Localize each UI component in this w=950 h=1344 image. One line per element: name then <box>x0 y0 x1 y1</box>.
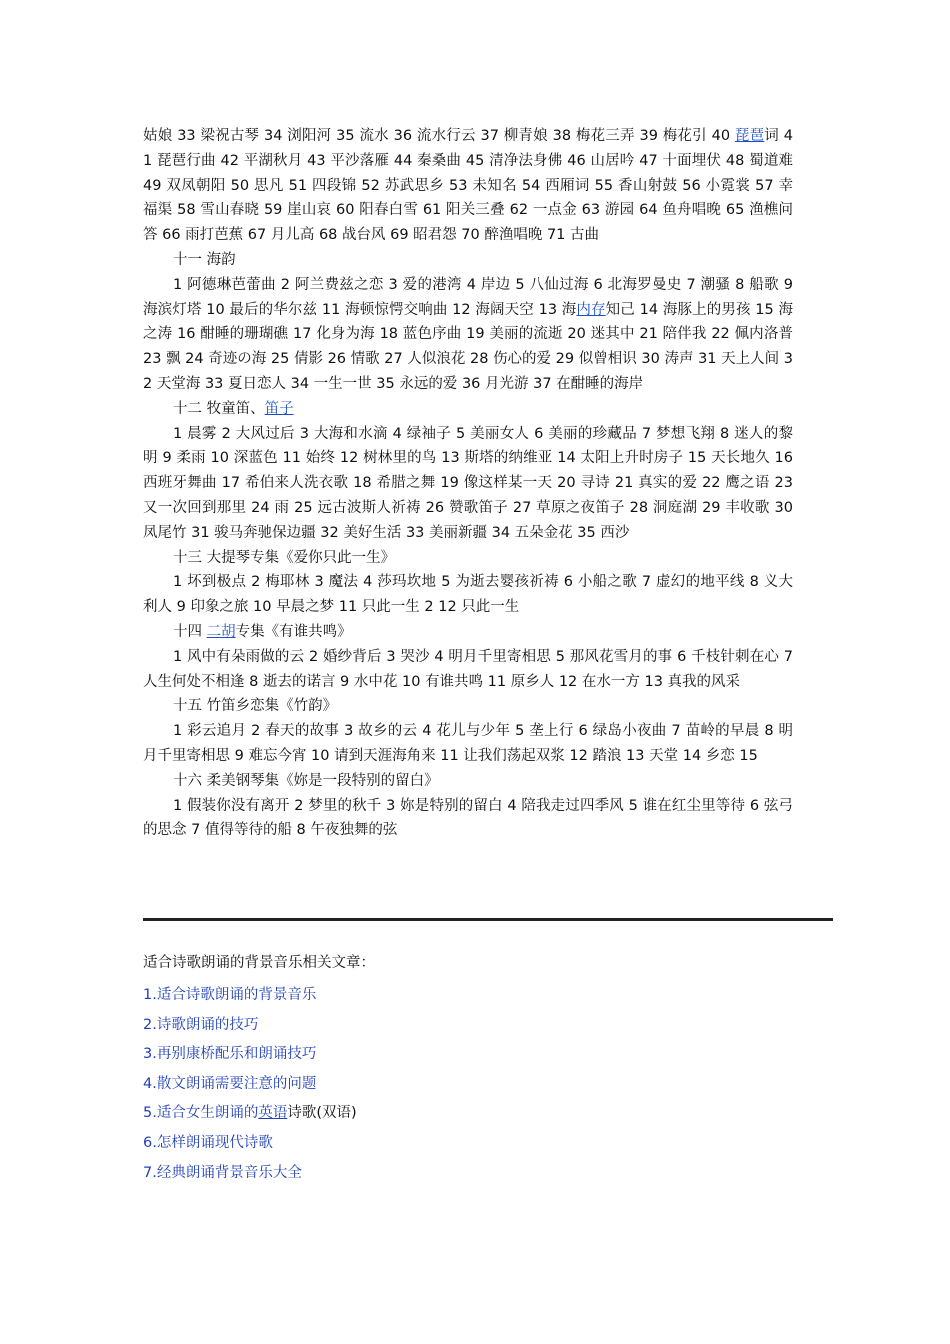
paragraph-section-10-continued <box>143 124 793 248</box>
related-articles <box>143 953 823 1192</box>
related-article-link[interactable] <box>143 1103 823 1123</box>
erhu-link[interactable]: 二胡 <box>206 623 236 640</box>
paragraph-text: 1 阿德琳芭蕾曲 2 阿兰费兹之恋 3 爱的港湾 4 岸边 5 八仙过海 6 北海罗曼史 7 潮骚 8 船歌 9 海滨灯塔 10 最后的华尔兹 11 海顿惊愕交响曲 12 海阔天空 13 海 <box>143 276 793 318</box>
section-heading-15: 十五 竹笛乡恋集《竹韵》 <box>173 698 338 715</box>
english-link[interactable]: 英语 <box>258 1105 288 1122</box>
horizontal-divider <box>143 918 833 921</box>
pipa-link[interactable]: 琵琶 <box>734 128 765 144</box>
section-heading-13: 十三 大提琴专集《爱你只此一生》 <box>173 549 396 566</box>
section-heading-16: 十六 柔美钢琴集《妳是一段特别的留白》 <box>173 772 439 789</box>
section-heading-11: 十一 海韵 <box>173 251 236 268</box>
related-articles-title: 适合诗歌朗诵的背景音乐相关文章： <box>143 955 375 971</box>
section-heading-12 <box>143 397 793 422</box>
dizi-link[interactable]: 笛子 <box>264 400 294 417</box>
paragraph-section-16: 1 假装你没有离开 2 梦里的秋千 3 妳是特别的留白 4 陪我走过四季风 5 谁在红尘里等待 6 弦弓的思念 7 值得等待的船 8 午夜独舞的弦 <box>143 797 793 839</box>
paragraph-text: 知己 14 海豚上的男孩 15 海之涛 16 酣睡的珊瑚礁 17 化身为海 18 蓝色序曲 19 美丽的流逝 20 迷其中 21 陪伴我 22 佩内洛普 23 飘 24 奇迹の海 25 倩影 26 情歌 27 人似浪花 28 伤心的爱 29 似曾相识 30 涛声 31 天上人间 32 天堂海 33 夏日恋人 34 一生一世 35 永远的爱 36 月光游 37 在酣睡的海岸 <box>143 301 793 392</box>
heading-text: 十二 牧童笛、 <box>173 400 265 417</box>
paragraph-text: 词 41 琵琶行曲 42 平湖秋月 43 平沙落雁 44 秦桑曲 45 清净法身佛 46 山居吟 47 十面埋伏 48 蜀道难 49 双凤朝阳 50 思凡 51 四段锦 52 苏武思乡 53 未知名 54 西厢词 55 香山射鼓 56 小霓裳 57 幸福渠 58 雪山春晓 59 崖山哀 60 阳春白雪 61 阳关三叠 62 一点金 63 游园 64 鱼舟唱晚 65 渔樵问答 66 雨打芭蕉 67 月儿高 68 战台风 69 昭君怨 70 醉渔唱晚 71 古曲 <box>143 128 794 244</box>
related-article-link[interactable]: 6.怎样朗诵现代诗歌 <box>143 1134 273 1151</box>
paragraph-section-15: 1 彩云追月 2 春天的故事 3 故乡的云 4 花儿与少年 5 垄上行 6 绿岛小夜曲 7 苗岭的早晨 8 明月千里寄相思 9 难忘今宵 10 请到天涯海角来 11 让我们荡起双浆 12 踏浪 13 天堂 14 乡恋 15 <box>143 723 793 764</box>
paragraph-section-11 <box>143 273 793 397</box>
article-body <box>143 124 793 843</box>
memory-link[interactable]: 内存 <box>576 301 606 318</box>
paragraph-section-12: 1 晨雾 2 大风过后 3 大海和水滴 4 绿袖子 5 美丽女人 6 美丽的珍藏品 7 梦想飞翔 8 迷人的黎明 9 柔雨 10 深蓝色 11 始终 12 树林里的鸟 13 斯塔的纳维亚 14 太阳上升时房子 15 天长地久 16 西班牙舞曲 17 希伯来人洗衣歌 18 希腊之舞 19 像这样某一天 20 寻诗 21 真实的爱 22 鹰之语 23 又一次回到那里 24 雨 25 远古波斯人祈祷 26 赞歌笛子 27 草原之夜笛子 28 洞庭湖 29 丰收歌 30 凤尾竹 31 骏马奔驰保边疆 32 美好生活 33 美丽新疆 34 五朵金花 35 西沙 <box>143 425 793 541</box>
related-article-link[interactable]: 1.适合诗歌朗诵的背景音乐 <box>143 987 317 1003</box>
section-heading-14 <box>143 620 793 645</box>
heading-text: 十四 <box>173 623 207 640</box>
related-article-link[interactable]: 7.经典朗诵背景音乐大全 <box>143 1164 302 1181</box>
related-article-link[interactable]: 2.诗歌朗诵的技巧 <box>143 1016 259 1033</box>
link-text[interactable]: 5.适合女生朗诵的 <box>143 1105 259 1122</box>
heading-text: 专集《有谁共鸣》 <box>235 623 352 640</box>
related-articles-list <box>143 985 823 1183</box>
related-article-link[interactable]: 3.再别康桥配乐和朗诵技巧 <box>143 1046 317 1063</box>
related-article-link[interactable]: 4.散文朗诵需要注意的问题 <box>143 1075 317 1092</box>
paragraph-section-14: 1 风中有朵雨做的云 2 婚纱背后 3 哭沙 4 明月千里寄相思 5 那风花雪月的事 6 千枝针刺在心 7 人生何处不相逢 8 逝去的诺言 9 水中花 10 有谁共鸣 11 原乡人 12 在水一方 13 真我的风采 <box>143 648 793 690</box>
paragraph-text: 姑娘 33 梁祝古琴 34 浏阳河 35 流水 36 流水行云 37 柳青娘 38 梅花三弄 39 梅花引 40 <box>143 128 735 144</box>
link-text-plain: 诗歌(双语) <box>287 1105 357 1122</box>
paragraph-section-13: 1 坏到极点 2 梅耶林 3 魔法 4 莎玛坎地 5 为逝去婴孩祈祷 6 小船之歌 7 虚幻的地平线 8 义大利人 9 印象之旅 10 早晨之梦 11 只此一生 2 12 只此一生 <box>143 574 793 616</box>
